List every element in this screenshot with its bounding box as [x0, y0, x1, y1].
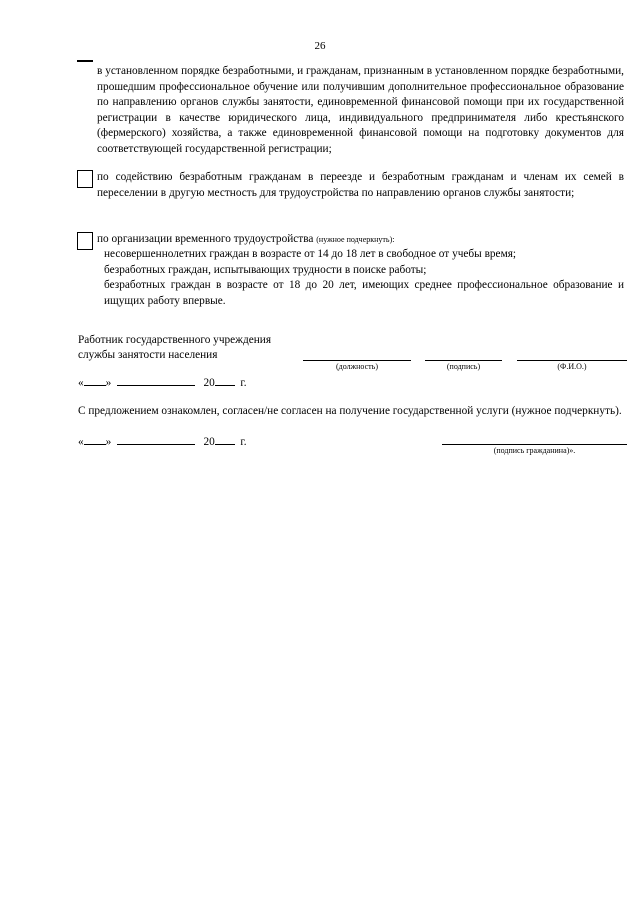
temporary-employment-checkbox[interactable] — [77, 232, 93, 250]
worker-label — [78, 333, 271, 363]
date-open-quote: « — [78, 436, 84, 448]
name-field[interactable] — [517, 360, 627, 361]
signature-field[interactable] — [425, 360, 502, 361]
paragraph-temporary-employment — [97, 232, 624, 248]
day-field[interactable] — [84, 434, 106, 445]
citizen-signature-caption: (подпись гражданина)». — [493, 446, 576, 455]
date-close-quote: » — [105, 436, 112, 448]
year-prefix: 20 — [203, 436, 215, 448]
year-suffix: г. — [240, 436, 247, 448]
checkbox-top-edge — [77, 60, 93, 62]
worker-label-line2: службы занятости населения — [78, 349, 218, 361]
citizen-signature-field[interactable] — [442, 444, 627, 445]
employment-categories-list — [104, 247, 624, 309]
year-field[interactable] — [215, 375, 235, 386]
year-prefix: 20 — [203, 377, 215, 389]
position-field[interactable] — [303, 360, 411, 361]
name-caption: (Ф.И.О.) — [557, 362, 587, 371]
citizen-date-line — [78, 434, 247, 450]
list-item[interactable]: несовершеннолетних граждан в возрасте от 14 до 18 лет в свободное от учебы время; — [104, 248, 517, 260]
worker-label-line1: Работник государственного учреждения — [78, 334, 272, 346]
paragraph-relocation: по содействию безработным гражданам в переезде и безработным гражданам и членам их семей в переселении в другую местность для трудоустройства по направлению органов службы занятости; — [97, 171, 624, 199]
list-item[interactable]: безработных граждан в возрасте от 18 до 20 лет, имеющих среднее профессиональное образование и ищущих работу впервые. — [104, 279, 624, 307]
agreement-text: С предложением ознакомлен, согласен/не согласен на получение государственной услуги (нужное подчеркнуть). — [78, 405, 622, 417]
year-field[interactable] — [215, 434, 235, 445]
worker-date-line — [78, 375, 247, 391]
paragraph-financial-aid: в установленном порядке безработными, и гражданам, признанным в установленном порядке безработными, прошедшим профессиональное обучение или получившим дополнительное профессиональное образование по направлению органов службы занятости, единовременной финансовой помощи при их государственной регистрации в качестве юридического лица, индивидуального предпринимателя либо крестьянского (фермерского) хозяйства, а также единовременной финансовой помощи на подготовку документов для соответствующей государственной регистрации; — [97, 65, 624, 155]
date-close-quote: » — [105, 377, 112, 389]
year-suffix: г. — [240, 377, 247, 389]
underline-note: (нужное подчеркнуть): — [316, 235, 395, 244]
month-field[interactable] — [117, 375, 195, 386]
relocation-checkbox[interactable] — [77, 170, 93, 188]
temporary-employment-label: по организации временного трудоустройства — [97, 233, 314, 245]
signature-caption: (подпись) — [446, 362, 481, 371]
month-field[interactable] — [117, 434, 195, 445]
page-number: 26 — [314, 40, 326, 52]
position-caption: (должность) — [336, 362, 378, 371]
date-open-quote: « — [78, 377, 84, 389]
day-field[interactable] — [84, 375, 106, 386]
list-item[interactable]: безработных граждан, испытывающих трудности в поиске работы; — [104, 263, 427, 276]
